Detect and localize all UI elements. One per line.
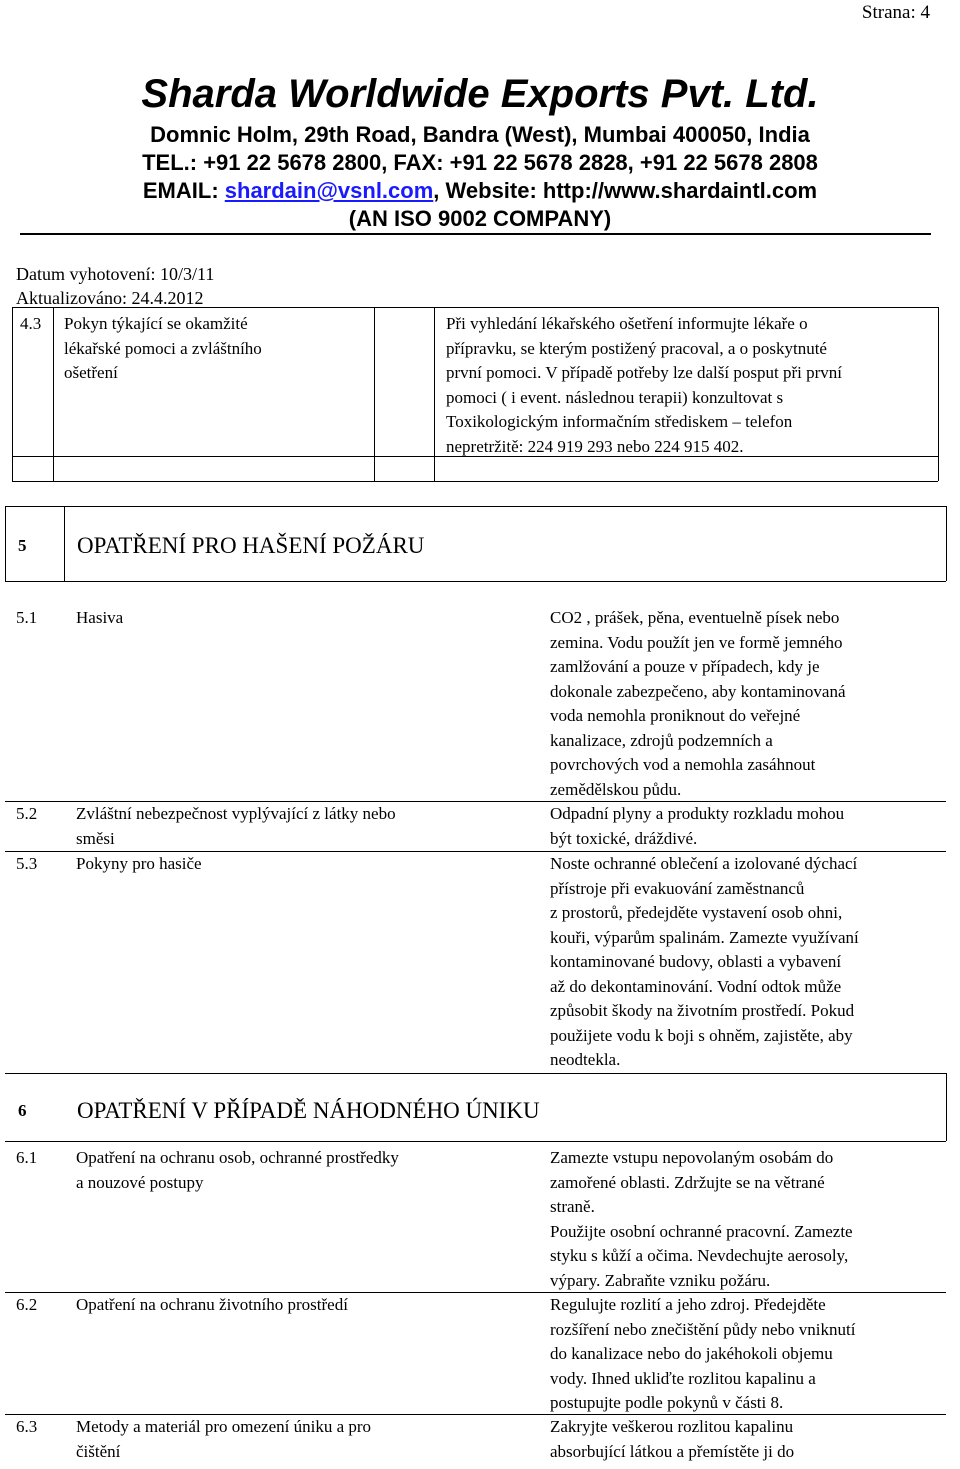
email-prefix: EMAIL:	[142, 178, 225, 203]
company-contact-line	[0, 177, 960, 205]
section-text: Při vyhledání lékařského ošetření informujte lékaře o přípravku, se kterým postižený pracoval, a o poskytnuté první pomoci. V případě potřeby lze další posput při první pomoci ( i event. následnou terapii) konzultovat s Toxikologickým informačním střediskem – telefon nepretržitě: 224 919 293 nebo 224 915 402.	[446, 314, 842, 456]
item-label: Zvláštní nebezpečnost vyplývající z látky nebo směsi	[76, 804, 396, 848]
item-number: 6.3	[16, 1417, 38, 1436]
table-line	[5, 506, 946, 507]
item-number: 5.3	[16, 854, 38, 873]
item-number: 6.1	[16, 1148, 38, 1167]
table-line	[64, 506, 65, 581]
item-text: Odpadní plyny a produkty rozkladu mohou být toxické, dráždivé.	[550, 804, 845, 848]
item-label: Opatření na ochranu osob, ochranné prostředky a nouzové postupy	[76, 1148, 399, 1192]
item-text: Regulujte rozlití a jeho zdroj. Předejděte rozšíření nebo znečištění půdy nebo vniknutí do kanalizace nebo do jakéhokoli objemu vody. Ihned ukliďte rozlitou kapalinu a postupujte podle pokynů v části 8.	[550, 1295, 856, 1412]
table-line	[5, 506, 6, 581]
table-line	[12, 481, 938, 482]
item-label: Opatření na ochranu životního prostředí	[76, 1295, 348, 1314]
table-line	[938, 307, 939, 481]
website-text: , Website: http://www.shardaintl.com	[433, 178, 818, 203]
table-line	[5, 1141, 946, 1142]
section-title: OPATŘENÍ PRO HAŠENÍ POŽÁRU	[77, 533, 425, 558]
section-number: 4.3	[20, 314, 42, 333]
company-name: Sharda Worldwide Exports Pvt. Ltd.	[141, 72, 819, 116]
table-line	[946, 1073, 947, 1141]
item-text: CO2 , prášek, pěna, eventuelně písek nebo zemina. Vodu použít jen ve formě jemného zamlžování a pouze v případech, kdy je dokonale zabezpečeno, aby kontaminovaná voda nemohla proniknout do veřejné kanalizace, zdrojů podzemních a povrchových vod a nemohla zasáhnout zemědělskou půdu.	[550, 608, 846, 799]
table-line	[53, 307, 54, 481]
item-label: Pokyny pro hasiče	[76, 854, 202, 873]
section-number: 6	[18, 1101, 27, 1120]
table-line	[946, 506, 947, 581]
table-line	[5, 1073, 946, 1074]
item-text: Noste ochranné oblečení a izolované dýchací přístroje při evakuování zaměstnanců z prostorů, předejděte vystavení osob ohni, kouři, výparům spalinám. Zamezte využívaní kontaminované budovy, oblasti a vybavení až do dekontaminování. Vodní odtok může způsobit škody na životním prostředí. Pokud použijete vodu k boji s ohněm, zajistěte, aby neodtekla.	[550, 854, 859, 1069]
page-number: Strana: 4	[861, 2, 930, 23]
item-label: Hasiva	[76, 608, 124, 627]
table-line	[434, 307, 435, 481]
email-link[interactable]: shardain@vsnl.com	[224, 178, 434, 203]
header-rule	[20, 233, 931, 235]
item-label: Metody a materiál pro omezení úniku a pro čištění	[76, 1417, 372, 1461]
table-line	[374, 307, 375, 481]
item-number: 5.2	[16, 804, 38, 823]
date-updated: Aktualizováno: 24.4.2012	[16, 288, 204, 308]
item-text: Zamezte vstupu nepovolaným osobám do zamořené oblasti. Zdržujte se na větrané straně. Použijte osobní ochranné pracovní. Zamezte styku s kůží a očima. Nevdechujte aerosoly, výpary. Zabraňte vzniku požáru.	[550, 1148, 853, 1290]
table-line	[12, 307, 938, 308]
table-line	[5, 581, 946, 582]
item-text: Zakryjte veškerou rozlitou kapalinu absorbující látkou a přemístěte ji do	[550, 1417, 795, 1461]
date-prepared: Datum vyhotovení: 10/3/11	[16, 264, 215, 284]
section-label: Pokyn týkající se okamžité lékařské pomoci a zvláštního ošetření	[64, 314, 262, 382]
company-phone: TEL.: +91 22 5678 2800, FAX: +91 22 5678 2828, +91 22 5678 2808	[142, 150, 818, 175]
item-number: 6.2	[16, 1295, 38, 1314]
company-address: Domnic Holm, 29th Road, Bandra (West), Mumbai 400050, India	[150, 122, 810, 147]
section-title: OPATŘENÍ V PŘÍPADĚ NÁHODNÉHO ÚNIKU	[77, 1098, 540, 1123]
item-number: 5.1	[16, 608, 38, 627]
iso-certification: (AN ISO 9002 COMPANY)	[348, 206, 612, 231]
table-line	[12, 307, 13, 481]
section-number: 5	[18, 536, 27, 555]
